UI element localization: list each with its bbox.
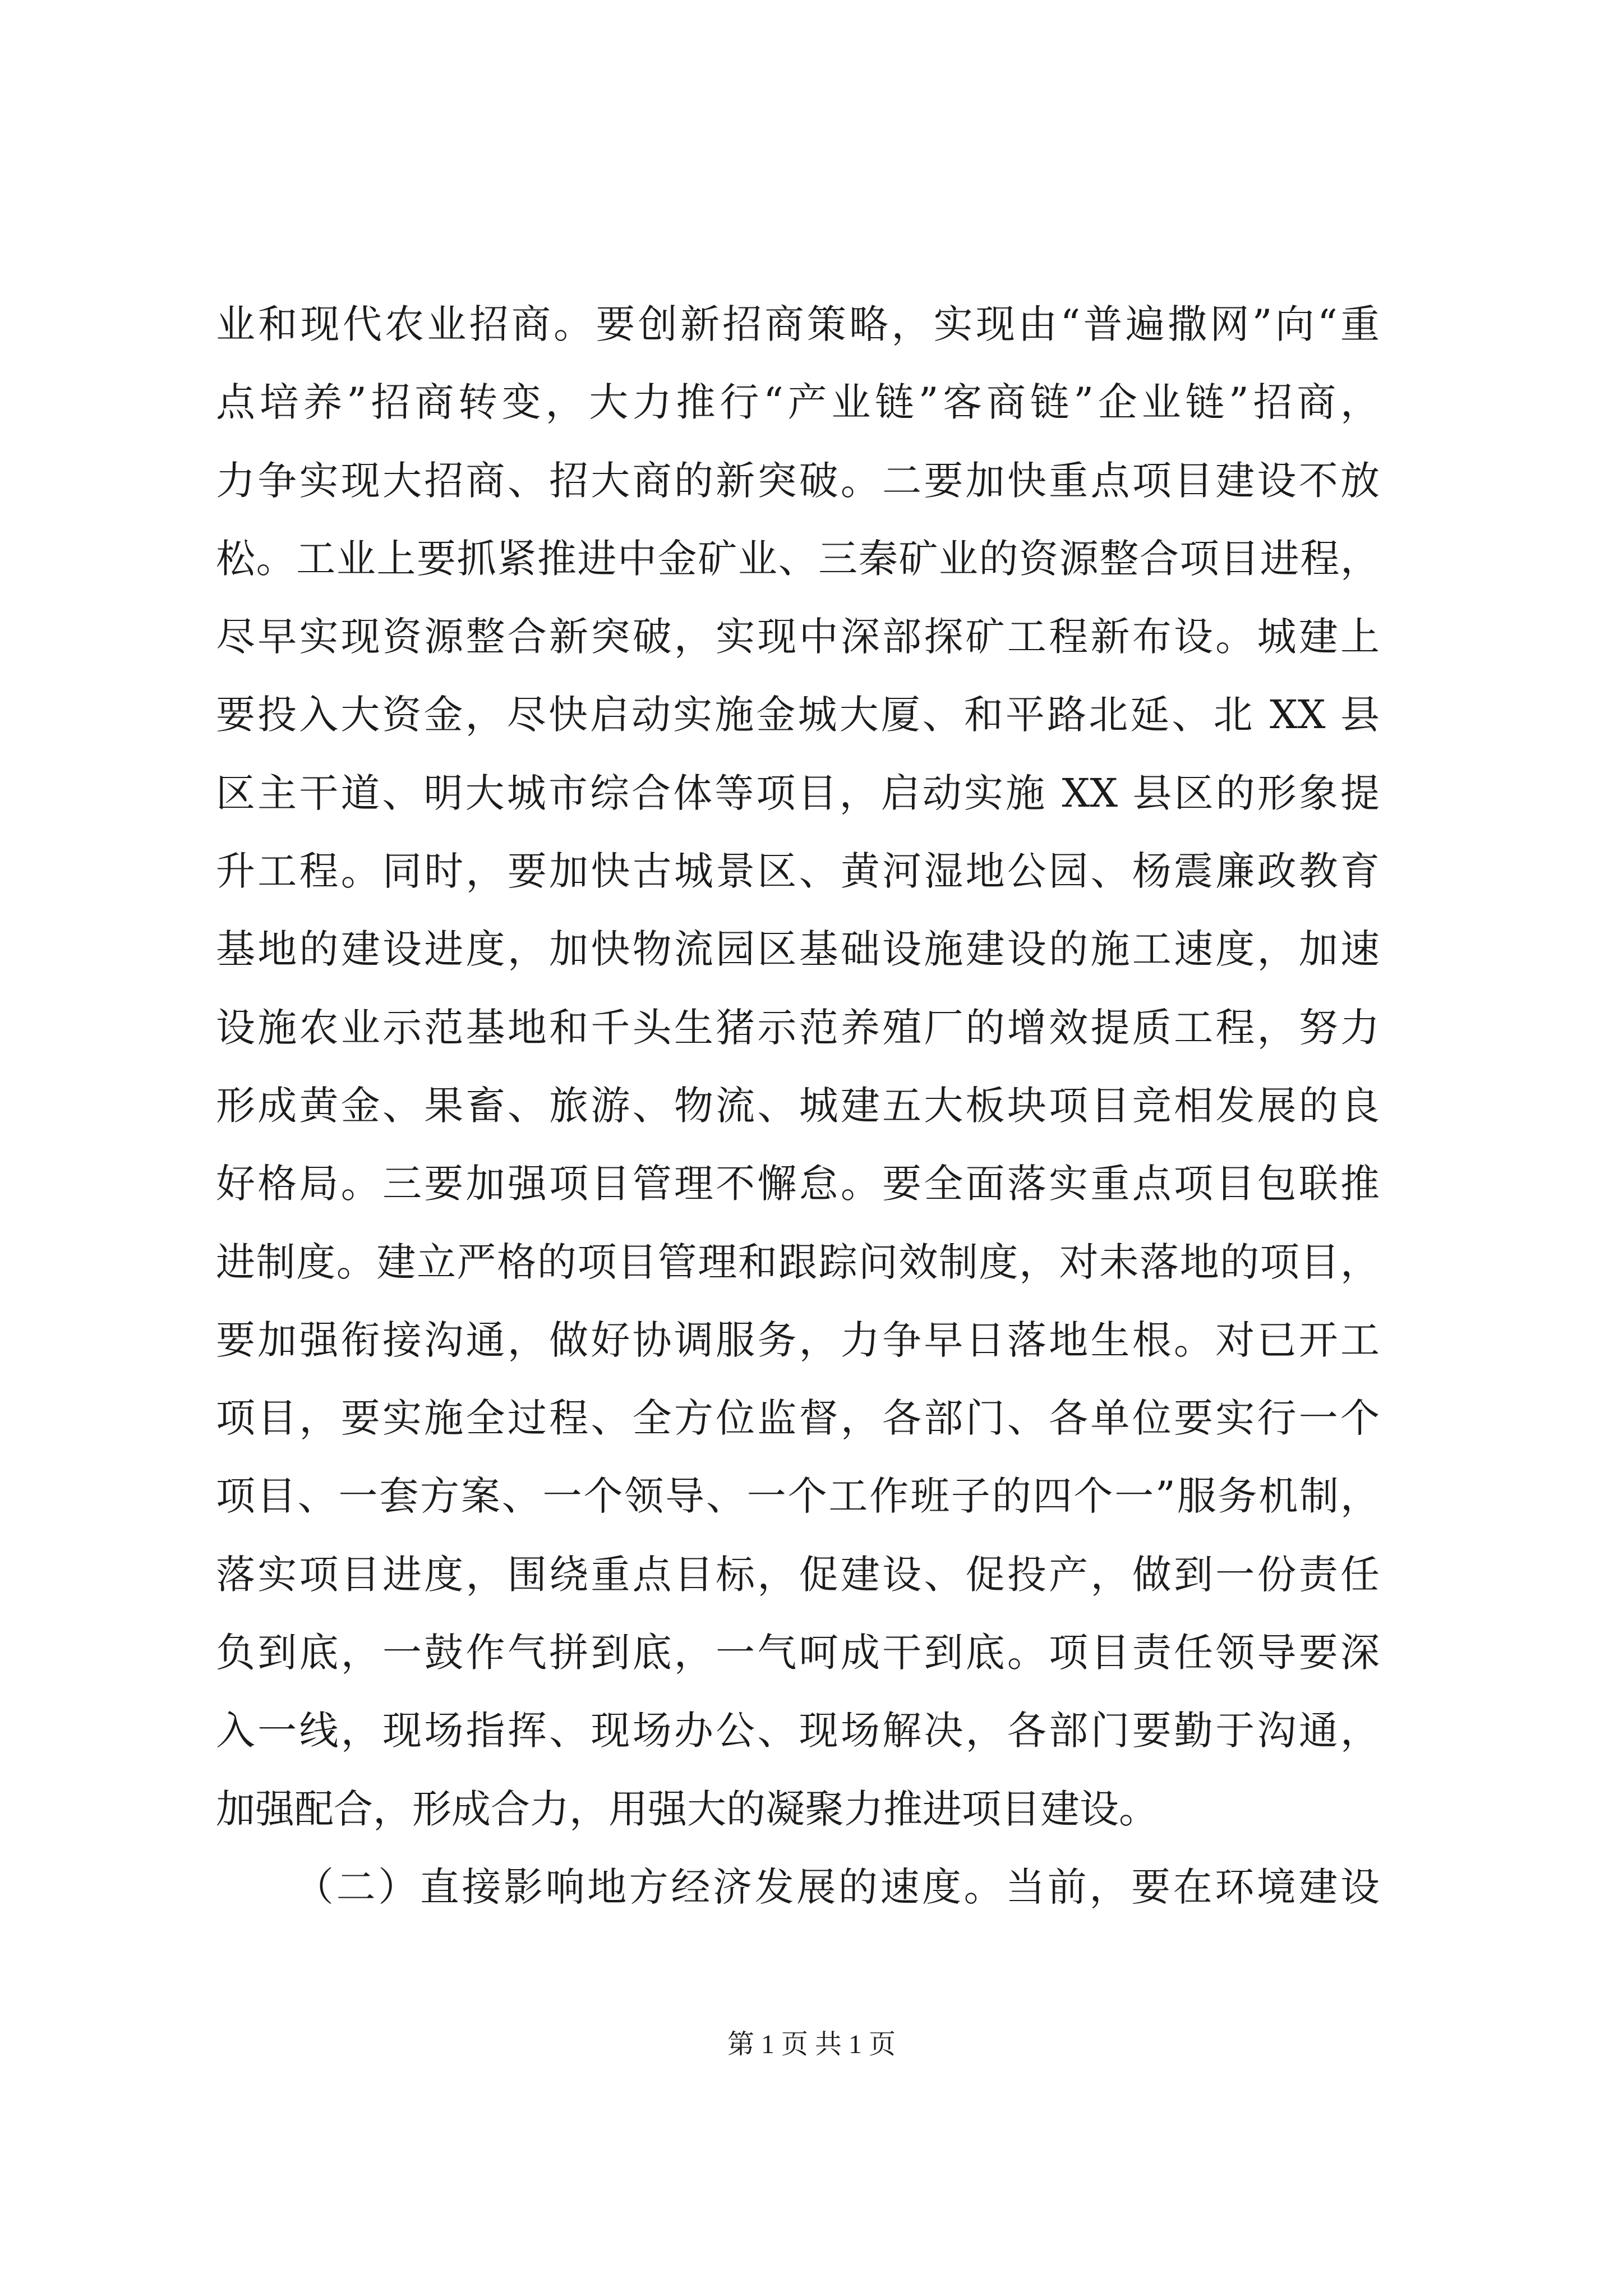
text-line: 业和现代农业招商。要创新招商策略，实现由“普遍撒网”向“重 <box>216 301 1380 347</box>
text-line: 区主干道、明大城市综合体等项目，启动实施 XX 县区的形象提 <box>216 770 1380 816</box>
text-line: 项目、一套方案、一个领导、一个工作班子的四个一”服务机制， <box>216 1473 1380 1520</box>
text-line: 项目，要实施全过程、全方位监督，各部门、各单位要实行一个 <box>216 1395 1380 1442</box>
text-line: 负到底，一鼓作气拼到底，一气呵成干到底。项目责任领导要深 <box>216 1630 1380 1676</box>
text-line: 升工程。同时，要加快古城景区、黄河湿地公园、杨震廉政教育 <box>216 848 1380 895</box>
text-line: 力争实现大招商、招大商的新突破。二要加快重点项目建设不放 <box>216 457 1380 504</box>
text-line: 基地的建设进度，加快物流园区基础设施建设的施工速度，加速 <box>216 926 1380 973</box>
section-heading-line: （二）直接影响地方经济发展的速度。当前，要在环境建设 <box>294 1864 1380 1910</box>
text-line: 设施农业示范基地和千头生猪示范养殖厂的增效提质工程，努力 <box>216 1004 1380 1051</box>
text-line: 好格局。三要加强项目管理不懈怠。要全面落实重点项目包联推 <box>216 1161 1380 1207</box>
text-line: 要投入大资金，尽快启动实施金城大厦、和平路北延、北 XX 县 <box>216 692 1380 738</box>
paragraph-last-line: 加强配合，形成合力，用强大的凝聚力推进项目建设。 <box>216 1786 1158 1832</box>
text-line: 进制度。建立严格的项目管理和跟踪问效制度，对未落地的项目， <box>216 1239 1380 1285</box>
text-line: 落实项目进度，围绕重点目标，促建设、促投产，做到一份责任 <box>216 1551 1380 1598</box>
document-body <box>216 286 1380 1926</box>
text-line: 形成黄金、果畜、旅游、物流、城建五大板块项目竞相发展的良 <box>216 1082 1380 1129</box>
text-line: 尽早实现资源整合新突破，实现中深部探矿工程新布设。城建上 <box>216 614 1380 660</box>
text-line: 入一线，现场指挥、现场办公、现场解决，各部门要勤于沟通， <box>216 1708 1380 1754</box>
text-line: 要加强衔接沟通，做好协调服务，力争早日落地生根。对已开工 <box>216 1317 1380 1363</box>
text-line: 松。工业上要抓紧推进中金矿业、三秦矿业的资源整合项目进程， <box>216 535 1380 582</box>
page-footer: 第 1 页 共 1 页 <box>727 2030 896 2059</box>
text-line: 点培养”招商转变，大力推行“产业链”客商链”企业链”招商， <box>216 379 1380 426</box>
